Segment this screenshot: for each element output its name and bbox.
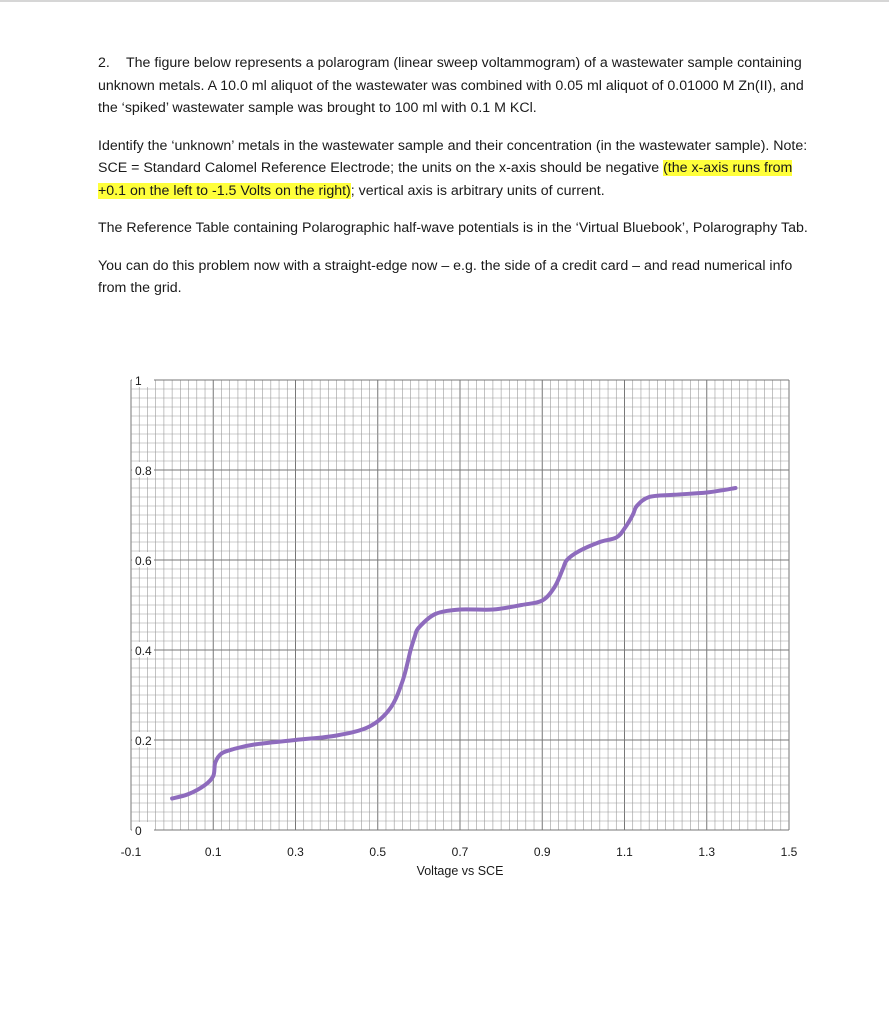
x-axis-title: Voltage vs SCE bbox=[416, 864, 504, 878]
task-text: Identify the ‘unknown’ metals in the wastewater sample and their concentration (in the wastewater sample). Note: SCE = Standard Calomel Reference Electrode; the units on the x-axis should be negative bbox=[98, 137, 808, 176]
reference-note: The Reference Table containing Polarographic half-wave potentials is in the ‘Virtual Bluebook’, Polarography Tab. bbox=[98, 220, 808, 236]
y-tick-label: 1 bbox=[135, 374, 142, 388]
x-tick-label: 0.5 bbox=[369, 845, 387, 859]
straight-edge-tip: You can do this problem now with a straight-edge now – e.g. the side of a credit card – and read numerical info from the grid. bbox=[98, 257, 793, 296]
question-intro bbox=[98, 52, 818, 120]
polarogram-chart bbox=[0, 360, 889, 890]
x-tick-label: 0.3 bbox=[287, 845, 304, 859]
x-tick-label: 0.7 bbox=[451, 845, 469, 859]
y-tick-label: 0.4 bbox=[135, 644, 152, 658]
page-top-border bbox=[0, 0, 889, 2]
y-tick-label: 0 bbox=[135, 824, 142, 838]
question-number: 2. bbox=[98, 55, 110, 71]
series-line-polarogram bbox=[172, 488, 735, 799]
y-tick-label: 0.2 bbox=[135, 734, 152, 748]
x-tick-label: 0.9 bbox=[533, 845, 551, 859]
y-tick-label: 0.6 bbox=[135, 554, 152, 568]
question-intro-text: The figure below represents a polarogram (linear sweep voltammogram) of a wastewater sample containing unknown metals. A 10.0 ml aliquot of the wastewater was combined with 0.05 ml aliquot of 0.01000 M Zn(II), and the ‘spiked’ wastewater sample was brought to 100 ml with 0.1 M KCl. bbox=[98, 55, 804, 116]
highlighted-axis-note: (the x-axis runs from +0.1 on the left to -1.5 Volts on the right) bbox=[98, 160, 793, 199]
x-tick-label: -0.1 bbox=[120, 845, 142, 859]
x-tick-label: 0.1 bbox=[204, 845, 222, 859]
task-text-end: ; vertical axis is arbitrary units of current. bbox=[350, 182, 605, 199]
question-text bbox=[98, 52, 818, 315]
x-tick-label: 1.3 bbox=[698, 845, 716, 859]
x-tick-label: 1.1 bbox=[616, 845, 633, 859]
y-tick-label: 0.8 bbox=[135, 464, 152, 478]
x-tick-label: 1.5 bbox=[780, 845, 798, 859]
grid bbox=[131, 380, 789, 830]
question-task bbox=[98, 135, 818, 203]
